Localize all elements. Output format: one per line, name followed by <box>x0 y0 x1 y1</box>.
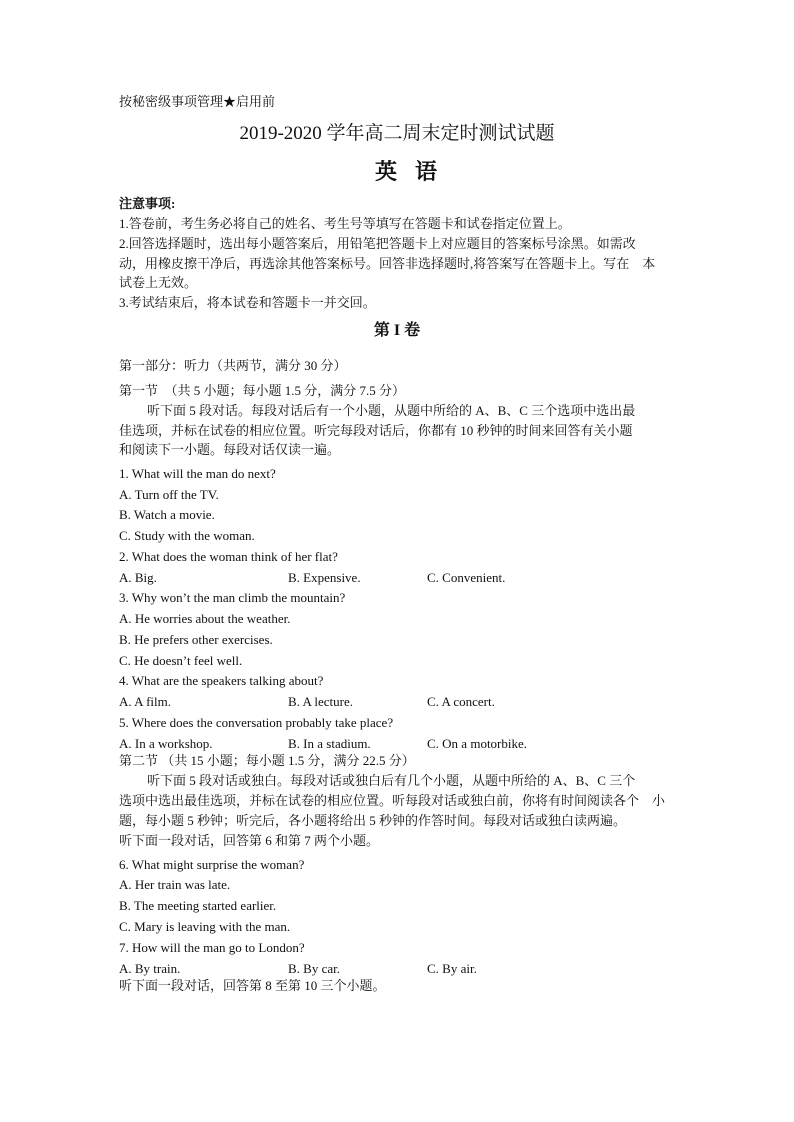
question-5-option-b: B. In a stadium. <box>288 736 371 751</box>
question-1-option-b: B. Watch a movie. <box>119 507 215 522</box>
note-line: 3.考试结束后，将本试卷和答题卡一并交回。 <box>119 295 376 310</box>
exam-title: 2019-2020 学年高二周末定时测试试题 <box>239 123 555 144</box>
question-2-stem: 2. What does the woman think of her flat? <box>119 549 338 564</box>
dialog-instruction: 听下面一段对话，回答第 8 至第 10 三个小题。 <box>119 978 386 993</box>
question-3-option-a: A. He worries about the weather. <box>119 611 291 626</box>
part1-title: 第一部分：听力（共两节，满分 30 分） <box>119 358 347 373</box>
question-4-option-b: B. A lecture. <box>288 694 353 709</box>
question-2-option-a: A. Big. <box>119 570 157 585</box>
question-5-option-c: C. On a motorbike. <box>427 736 528 751</box>
question-6-option-b: B. The meeting started earlier. <box>119 898 277 913</box>
section2-instruction: 题，每小题 5 秒钟；听完后，各小题将给出 5 秒钟的作答时间。每段对话或独白读两遍。 <box>119 813 627 828</box>
question-4-option-a: A. A film. <box>119 694 172 709</box>
section1-instruction: 听下面 5 段对话。每段对话后有一个小题，从题中所给的 A、B、C 三个选项中选出最 <box>147 403 636 418</box>
dialog-instruction: 听下面一段对话，回答第 6 和第 7 两个小题。 <box>119 833 380 848</box>
question-4-option-c: C. A concert. <box>427 694 495 709</box>
note-line: 2.回答选择题时，选出每小题答案后，用铅笔把答题卡上对应题目的答案标号涂黑。如需改 <box>119 236 636 251</box>
volume-title: 第 I 卷 <box>373 322 421 339</box>
question-1-option-c: C. Study with the woman. <box>119 528 255 543</box>
question-7-stem: 7. How will the man go to London? <box>119 940 305 955</box>
question-5-option-a: A. In a workshop. <box>119 736 213 751</box>
section1-instruction: 和阅读下一小题。每段对话仅读一遍。 <box>119 442 341 457</box>
note-line: 动，用橡皮擦干净后，再选涂其他答案标号。回答非选择题时,将答案写在答题卡上。写在 本 <box>119 256 656 271</box>
question-2-option-c: C. Convenient. <box>427 570 506 585</box>
note-line: 试卷上无效。 <box>119 275 198 290</box>
question-5-stem: 5. Where does the conversation probably take place? <box>119 715 394 730</box>
section2-instruction: 选项中选出最佳选项，并标在试卷的相应位置。听每段对话或独白前，你将有时间阅读各个 小 <box>119 793 666 808</box>
section2-instruction: 听下面 5 段对话或独白。每段对话或独白后有几个小题，从题中所给的 A、B、C 三个 <box>147 773 636 788</box>
subject-title: 英语 <box>374 159 455 184</box>
question-1-option-a: A. Turn off the TV. <box>119 487 219 502</box>
section1-instruction: 佳选项，并标在试卷的相应位置。听完每段对话后，你都有 10 秒钟的时间来回答有关小题 <box>119 423 633 438</box>
secret-label: 按秘密级事项管理★启用前 <box>119 94 276 109</box>
question-2-option-b: B. Expensive. <box>288 570 361 585</box>
question-6-stem: 6. What might surprise the woman? <box>119 857 305 872</box>
question-6-option-a: A. Her train was late. <box>119 877 231 892</box>
question-3-option-b: B. He prefers other exercises. <box>119 632 273 647</box>
question-4-stem: 4. What are the speakers talking about? <box>119 673 324 688</box>
question-7-option-b: B. By car. <box>288 961 340 976</box>
question-7-option-c: C. By air. <box>427 961 477 976</box>
section2-title: 第二节 （共 15 小题；每小题 1.5 分，满分 22.5 分） <box>119 753 415 768</box>
question-1-stem: 1. What will the man do next? <box>119 466 276 481</box>
notes-title: 注意事项: <box>119 196 176 211</box>
question-6-option-c: C. Mary is leaving with the man. <box>119 919 291 934</box>
note-line: 1.答卷前，考生务必将自己的姓名、考生号等填写在答题卡和试卷指定位置上。 <box>119 216 571 231</box>
section1-title: 第一节 （共 5 小题；每小题 1.5 分，满分 7.5 分） <box>119 383 406 398</box>
question-3-stem: 3. Why won’t the man climb the mountain? <box>119 590 346 605</box>
question-7-option-a: A. By train. <box>119 961 181 976</box>
question-3-option-c: C. He doesn’t feel well. <box>119 653 243 668</box>
